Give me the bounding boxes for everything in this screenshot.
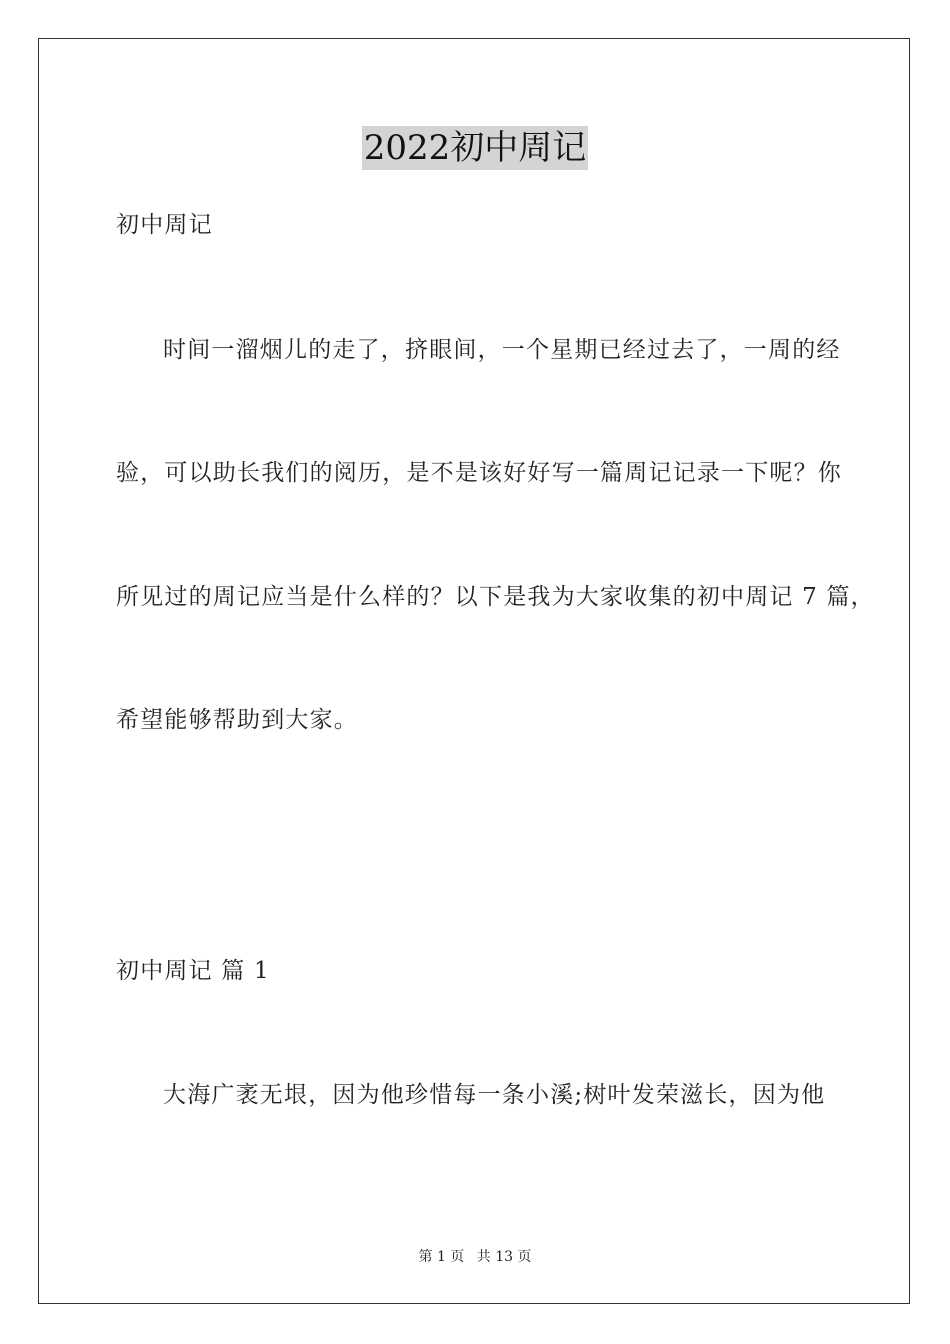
page-footer [0,1247,950,1267]
section-heading: 初中周记 篇 1 [116,958,270,984]
page-number: 第 1 页 [418,1249,465,1265]
title-container [0,126,950,170]
paragraph-line: 所见过的周记应当是什么样的？以下是我为大家收集的初中周记 7 篇， [116,584,875,610]
paragraph-line: 验，可以助长我们的阅历，是不是该好好写一篇周记记录一下呢？你 [116,460,842,486]
document-title: 2022初中周记 [363,128,587,168]
paragraph-line: 大海广袤无垠，因为他珍惜每一条小溪;树叶发荣滋长，因为他 [163,1082,826,1108]
paragraph-line: 希望能够帮助到大家。 [116,707,358,733]
paragraph-line: 时间一溜烟儿的走了，挤眼间，一个星期已经过去了，一周的经 [163,337,841,363]
page-total: 共 13 页 [476,1249,532,1265]
document-heading: 初中周记 [116,212,213,238]
